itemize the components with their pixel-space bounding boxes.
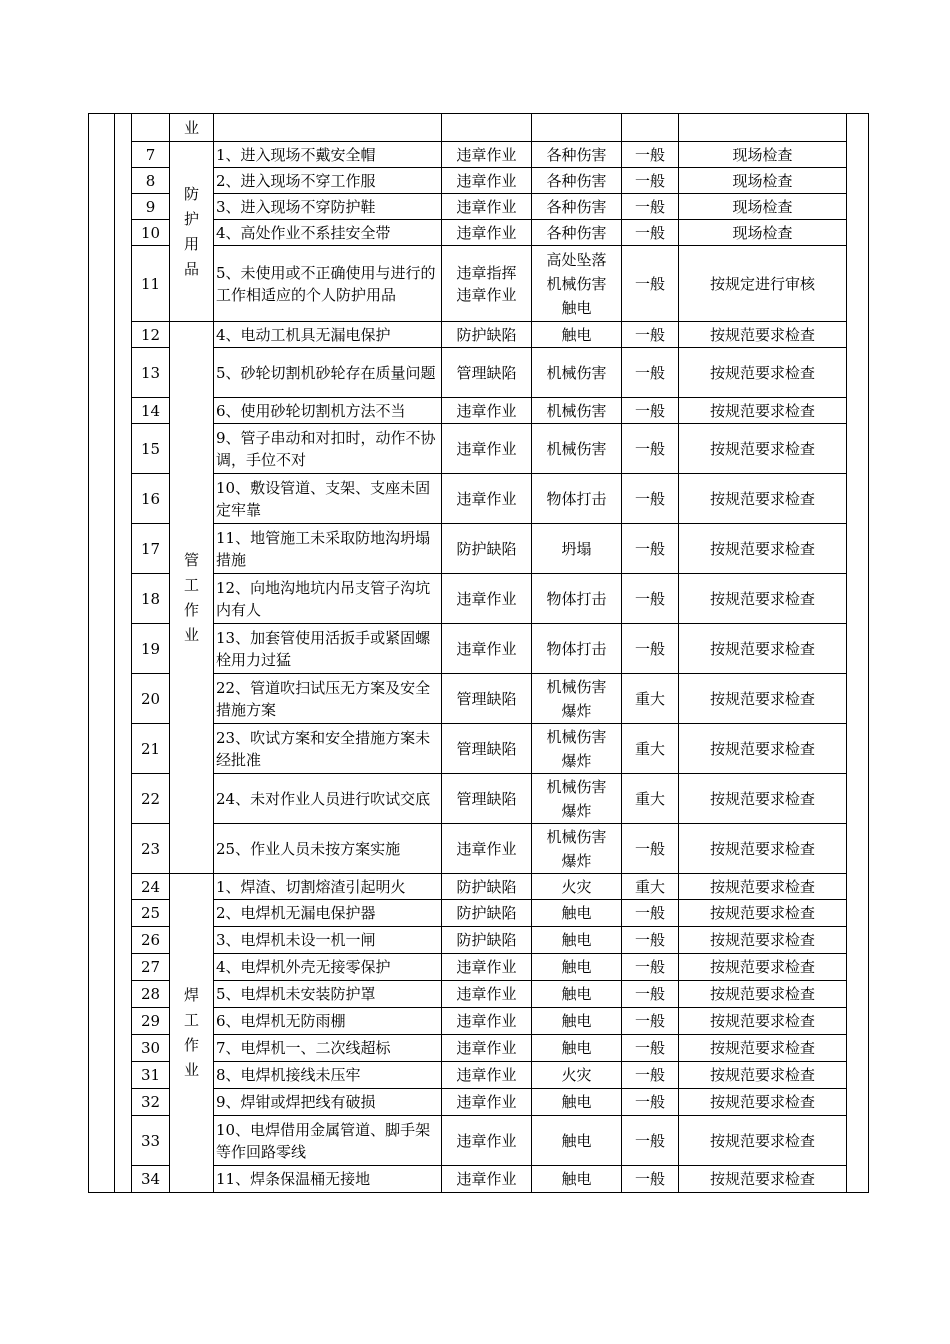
item-cell: [214, 114, 442, 142]
risk-level: 一般: [622, 954, 679, 981]
row-number: 14: [132, 398, 170, 424]
hazard-type: 违章作业: [442, 142, 532, 168]
risk-level: 一般: [622, 574, 679, 624]
risk-level: 一般: [622, 900, 679, 927]
control-measure: 按规范要求检查: [679, 674, 847, 724]
hazard-type: 违章作业: [442, 824, 532, 874]
group-label-pipe: [170, 322, 214, 874]
hazard-type: 防护缺陷: [442, 874, 532, 900]
harm-result: 触电: [532, 1089, 622, 1116]
group-label-weld: [170, 874, 214, 1193]
harm-result: 机械伤害: [532, 398, 622, 424]
hazard-item: 2、进入现场不穿工作服: [214, 168, 442, 194]
hazard-item: 11、焊条保温桶无接地: [214, 1166, 442, 1193]
harm-result: 机械伤害 爆炸: [532, 824, 622, 874]
table-body: [89, 114, 869, 1193]
right-col: [847, 114, 869, 1193]
row-number: 7: [132, 142, 170, 168]
hazard-item: 10、电焊借用金属管道、脚手架等作回路零线: [214, 1116, 442, 1166]
hazard-type: 管理缺陷: [442, 774, 532, 824]
harm-result: 物体打击: [532, 624, 622, 674]
row-number: 24: [132, 874, 170, 900]
hazard-type: 违章作业: [442, 624, 532, 674]
risk-level: 一般: [622, 398, 679, 424]
risk-level: 一般: [622, 1089, 679, 1116]
hazard-type: 防护缺陷: [442, 322, 532, 348]
control-measure: 按规范要求检查: [679, 524, 847, 574]
harm-result: 触电: [532, 1166, 622, 1193]
control-measure: 按规范要求检查: [679, 774, 847, 824]
risk-level: 一般: [622, 168, 679, 194]
hazard-type: 违章作业: [442, 1166, 532, 1193]
hazard-type: 违章作业: [442, 1062, 532, 1089]
control-measure: 按规范要求检查: [679, 1089, 847, 1116]
hazard-item: 4、电焊机外壳无接零保护: [214, 954, 442, 981]
risk-level: 一般: [622, 322, 679, 348]
row-number: 18: [132, 574, 170, 624]
control-measure: 按规范要求检查: [679, 348, 847, 398]
harm-result: 物体打击: [532, 474, 622, 524]
row-number: 16: [132, 474, 170, 524]
hazard-item: 13、加套管使用活扳手或紧固螺栓用力过猛: [214, 624, 442, 674]
risk-level: 一般: [622, 981, 679, 1008]
harm-result: 各种伤害: [532, 142, 622, 168]
control-measure: 按规范要求检查: [679, 1008, 847, 1035]
risk-level: 一般: [622, 1035, 679, 1062]
risk-level: 重大: [622, 674, 679, 724]
hazard-item: 1、进入现场不戴安全帽: [214, 142, 442, 168]
hazard-type: 违章作业: [442, 574, 532, 624]
hazard-item: 10、敷设管道、支架、支座未固定牢靠: [214, 474, 442, 524]
risk-level: 一般: [622, 246, 679, 322]
table-row: [89, 142, 869, 168]
hazard-type: 防护缺陷: [442, 927, 532, 954]
row-number: 22: [132, 774, 170, 824]
risk-level: 一般: [622, 1166, 679, 1193]
hazard-item: 22、管道吹扫试压无方案及安全措施方案: [214, 674, 442, 724]
row-number: 30: [132, 1035, 170, 1062]
control-measure: 按规范要求检查: [679, 574, 847, 624]
risk-level: 一般: [622, 474, 679, 524]
hazard-item: 6、电焊机无防雨棚: [214, 1008, 442, 1035]
harm-result: 火灾: [532, 874, 622, 900]
control-measure: 按规范要求检查: [679, 424, 847, 474]
risk-level: 一般: [622, 348, 679, 398]
table-row: [89, 322, 869, 348]
harm-result: 高处坠落 机械伤害 触电: [532, 246, 622, 322]
group-label-ppe: [170, 142, 214, 322]
hazard-type: 管理缺陷: [442, 724, 532, 774]
hazard-item: 7、电焊机一、二次线超标: [214, 1035, 442, 1062]
risk-level: 一般: [622, 624, 679, 674]
hazard-item: 12、向地沟地坑内吊支管子沟坑内有人: [214, 574, 442, 624]
control-measure: 按规范要求检查: [679, 900, 847, 927]
hazard-type: 防护缺陷: [442, 900, 532, 927]
harm-result: 火灾: [532, 1062, 622, 1089]
harm-result: 各种伤害: [532, 220, 622, 246]
row-number: 21: [132, 724, 170, 774]
row-number: 26: [132, 927, 170, 954]
group-label-text: 焊工作业: [184, 986, 200, 1079]
hazard-type: 违章作业: [442, 981, 532, 1008]
hazard-type: 违章作业: [442, 1089, 532, 1116]
hazard-type: 违章作业: [442, 424, 532, 474]
risk-level: 一般: [622, 824, 679, 874]
table-row: [89, 114, 869, 142]
hazard-item: 5、电焊机未安装防护罩: [214, 981, 442, 1008]
row-number: 29: [132, 1008, 170, 1035]
control-measure: 按规定进行审核: [679, 246, 847, 322]
harm-result: 机械伤害: [532, 424, 622, 474]
outer-col-1: [89, 114, 115, 1193]
harm-result: 触电: [532, 322, 622, 348]
harm-result: 触电: [532, 1035, 622, 1062]
hazard-item: 4、高处作业不系挂安全带: [214, 220, 442, 246]
hazard-item: 23、吹试方案和安全措施方案未经批准: [214, 724, 442, 774]
control-measure: 现场检查: [679, 220, 847, 246]
control-measure: 按规范要求检查: [679, 1116, 847, 1166]
risk-level: 重大: [622, 774, 679, 824]
hazard-item: 3、电焊机未设一机一闸: [214, 927, 442, 954]
hazard-type: 违章作业: [442, 398, 532, 424]
harm-result: 坍塌: [532, 524, 622, 574]
hazard-item: 5、砂轮切割机砂轮存在质量问题: [214, 348, 442, 398]
risk-level: 重大: [622, 874, 679, 900]
row-number: 23: [132, 824, 170, 874]
hazard-item: 9、管子串动和对扣时，动作不协调，手位不对: [214, 424, 442, 474]
outer-col-2: [115, 114, 132, 1193]
hazard-type: 违章作业: [442, 1035, 532, 1062]
hazard-item: 8、电焊机接线未压牢: [214, 1062, 442, 1089]
table-row: [89, 874, 869, 900]
hazard-type: 违章作业: [442, 194, 532, 220]
risk-level: 一般: [622, 142, 679, 168]
control-measure: 按规范要求检查: [679, 1166, 847, 1193]
harm-result: 机械伤害 爆炸: [532, 674, 622, 724]
level-cell: [622, 114, 679, 142]
harm-result: 物体打击: [532, 574, 622, 624]
risk-level: 一般: [622, 220, 679, 246]
group-tail-cell: 业: [170, 114, 214, 142]
row-number: 11: [132, 246, 170, 322]
control-measure: 按规范要求检查: [679, 954, 847, 981]
hazard-type: 防护缺陷: [442, 524, 532, 574]
risk-level: 一般: [622, 1116, 679, 1166]
hazard-item: 3、进入现场不穿防护鞋: [214, 194, 442, 220]
harm-result: 触电: [532, 900, 622, 927]
control-measure: 按规范要求检查: [679, 1062, 847, 1089]
harm-result: 机械伤害 爆炸: [532, 724, 622, 774]
hazard-item: 5、未使用或不正确使用与进行的工作相适应的个人防护用品: [214, 246, 442, 322]
row-number: 27: [132, 954, 170, 981]
harm-result: 触电: [532, 1116, 622, 1166]
control-measure: 按规范要求检查: [679, 724, 847, 774]
row-number: 25: [132, 900, 170, 927]
risk-level: 一般: [622, 1062, 679, 1089]
harm-result: 机械伤害 爆炸: [532, 774, 622, 824]
harm-result: 各种伤害: [532, 168, 622, 194]
hazard-item: 2、电焊机无漏电保护器: [214, 900, 442, 927]
control-measure: 现场检查: [679, 168, 847, 194]
control-measure: 按规范要求检查: [679, 824, 847, 874]
hazard-type: 违章指挥 违章作业: [442, 246, 532, 322]
harm-result: 各种伤害: [532, 194, 622, 220]
control-measure: 按规范要求检查: [679, 981, 847, 1008]
hazard-item: 25、作业人员未按方案实施: [214, 824, 442, 874]
row-number: 15: [132, 424, 170, 474]
row-number: 28: [132, 981, 170, 1008]
type-cell: [442, 114, 532, 142]
risk-level: 重大: [622, 724, 679, 774]
group-label-text: 防护用品: [184, 184, 200, 278]
hazard-item: 9、焊钳或焊把线有破损: [214, 1089, 442, 1116]
control-measure: 按规范要求检查: [679, 874, 847, 900]
control-measure: 按规范要求检查: [679, 927, 847, 954]
harm-result: 触电: [532, 954, 622, 981]
harm-result: 触电: [532, 981, 622, 1008]
hazard-table: [88, 113, 869, 1193]
hazard-item: 4、电动工机具无漏电保护: [214, 322, 442, 348]
hazard-type: 违章作业: [442, 1008, 532, 1035]
hazard-type: 管理缺陷: [442, 674, 532, 724]
row-number: 34: [132, 1166, 170, 1193]
risk-level: 一般: [622, 194, 679, 220]
row-number: 17: [132, 524, 170, 574]
risk-level: 一般: [622, 524, 679, 574]
harm-result: 触电: [532, 927, 622, 954]
row-number: 31: [132, 1062, 170, 1089]
row-number: 8: [132, 168, 170, 194]
hazard-item: 1、焊渣、切割熔渣引起明火: [214, 874, 442, 900]
control-measure: 按规范要求检查: [679, 1035, 847, 1062]
hazard-type: 违章作业: [442, 474, 532, 524]
risk-level: 一般: [622, 424, 679, 474]
measure-cell: [679, 114, 847, 142]
group-label-text: 管工作业: [184, 550, 200, 644]
row-number: 33: [132, 1116, 170, 1166]
hazard-type: 违章作业: [442, 168, 532, 194]
control-measure: 按规范要求检查: [679, 398, 847, 424]
control-measure: 现场检查: [679, 142, 847, 168]
harm-result: 机械伤害: [532, 348, 622, 398]
no-cell: [132, 114, 170, 142]
row-number: 20: [132, 674, 170, 724]
control-measure: 按规范要求检查: [679, 474, 847, 524]
harm-result: 触电: [532, 1008, 622, 1035]
risk-level: 一般: [622, 1008, 679, 1035]
hazard-type: 违章作业: [442, 954, 532, 981]
row-number: 9: [132, 194, 170, 220]
control-measure: 按规范要求检查: [679, 624, 847, 674]
row-number: 32: [132, 1089, 170, 1116]
hazard-item: 11、地管施工未采取防地沟坍塌措施: [214, 524, 442, 574]
control-measure: 现场检查: [679, 194, 847, 220]
hazard-type: 管理缺陷: [442, 348, 532, 398]
row-number: 12: [132, 322, 170, 348]
risk-level: 一般: [622, 927, 679, 954]
hazard-item: 24、未对作业人员进行吹试交底: [214, 774, 442, 824]
hazard-type: 违章作业: [442, 1116, 532, 1166]
hazard-item: 6、使用砂轮切割机方法不当: [214, 398, 442, 424]
row-number: 19: [132, 624, 170, 674]
row-number: 10: [132, 220, 170, 246]
harm-cell: [532, 114, 622, 142]
hazard-type: 违章作业: [442, 220, 532, 246]
control-measure: 按规范要求检查: [679, 322, 847, 348]
row-number: 13: [132, 348, 170, 398]
